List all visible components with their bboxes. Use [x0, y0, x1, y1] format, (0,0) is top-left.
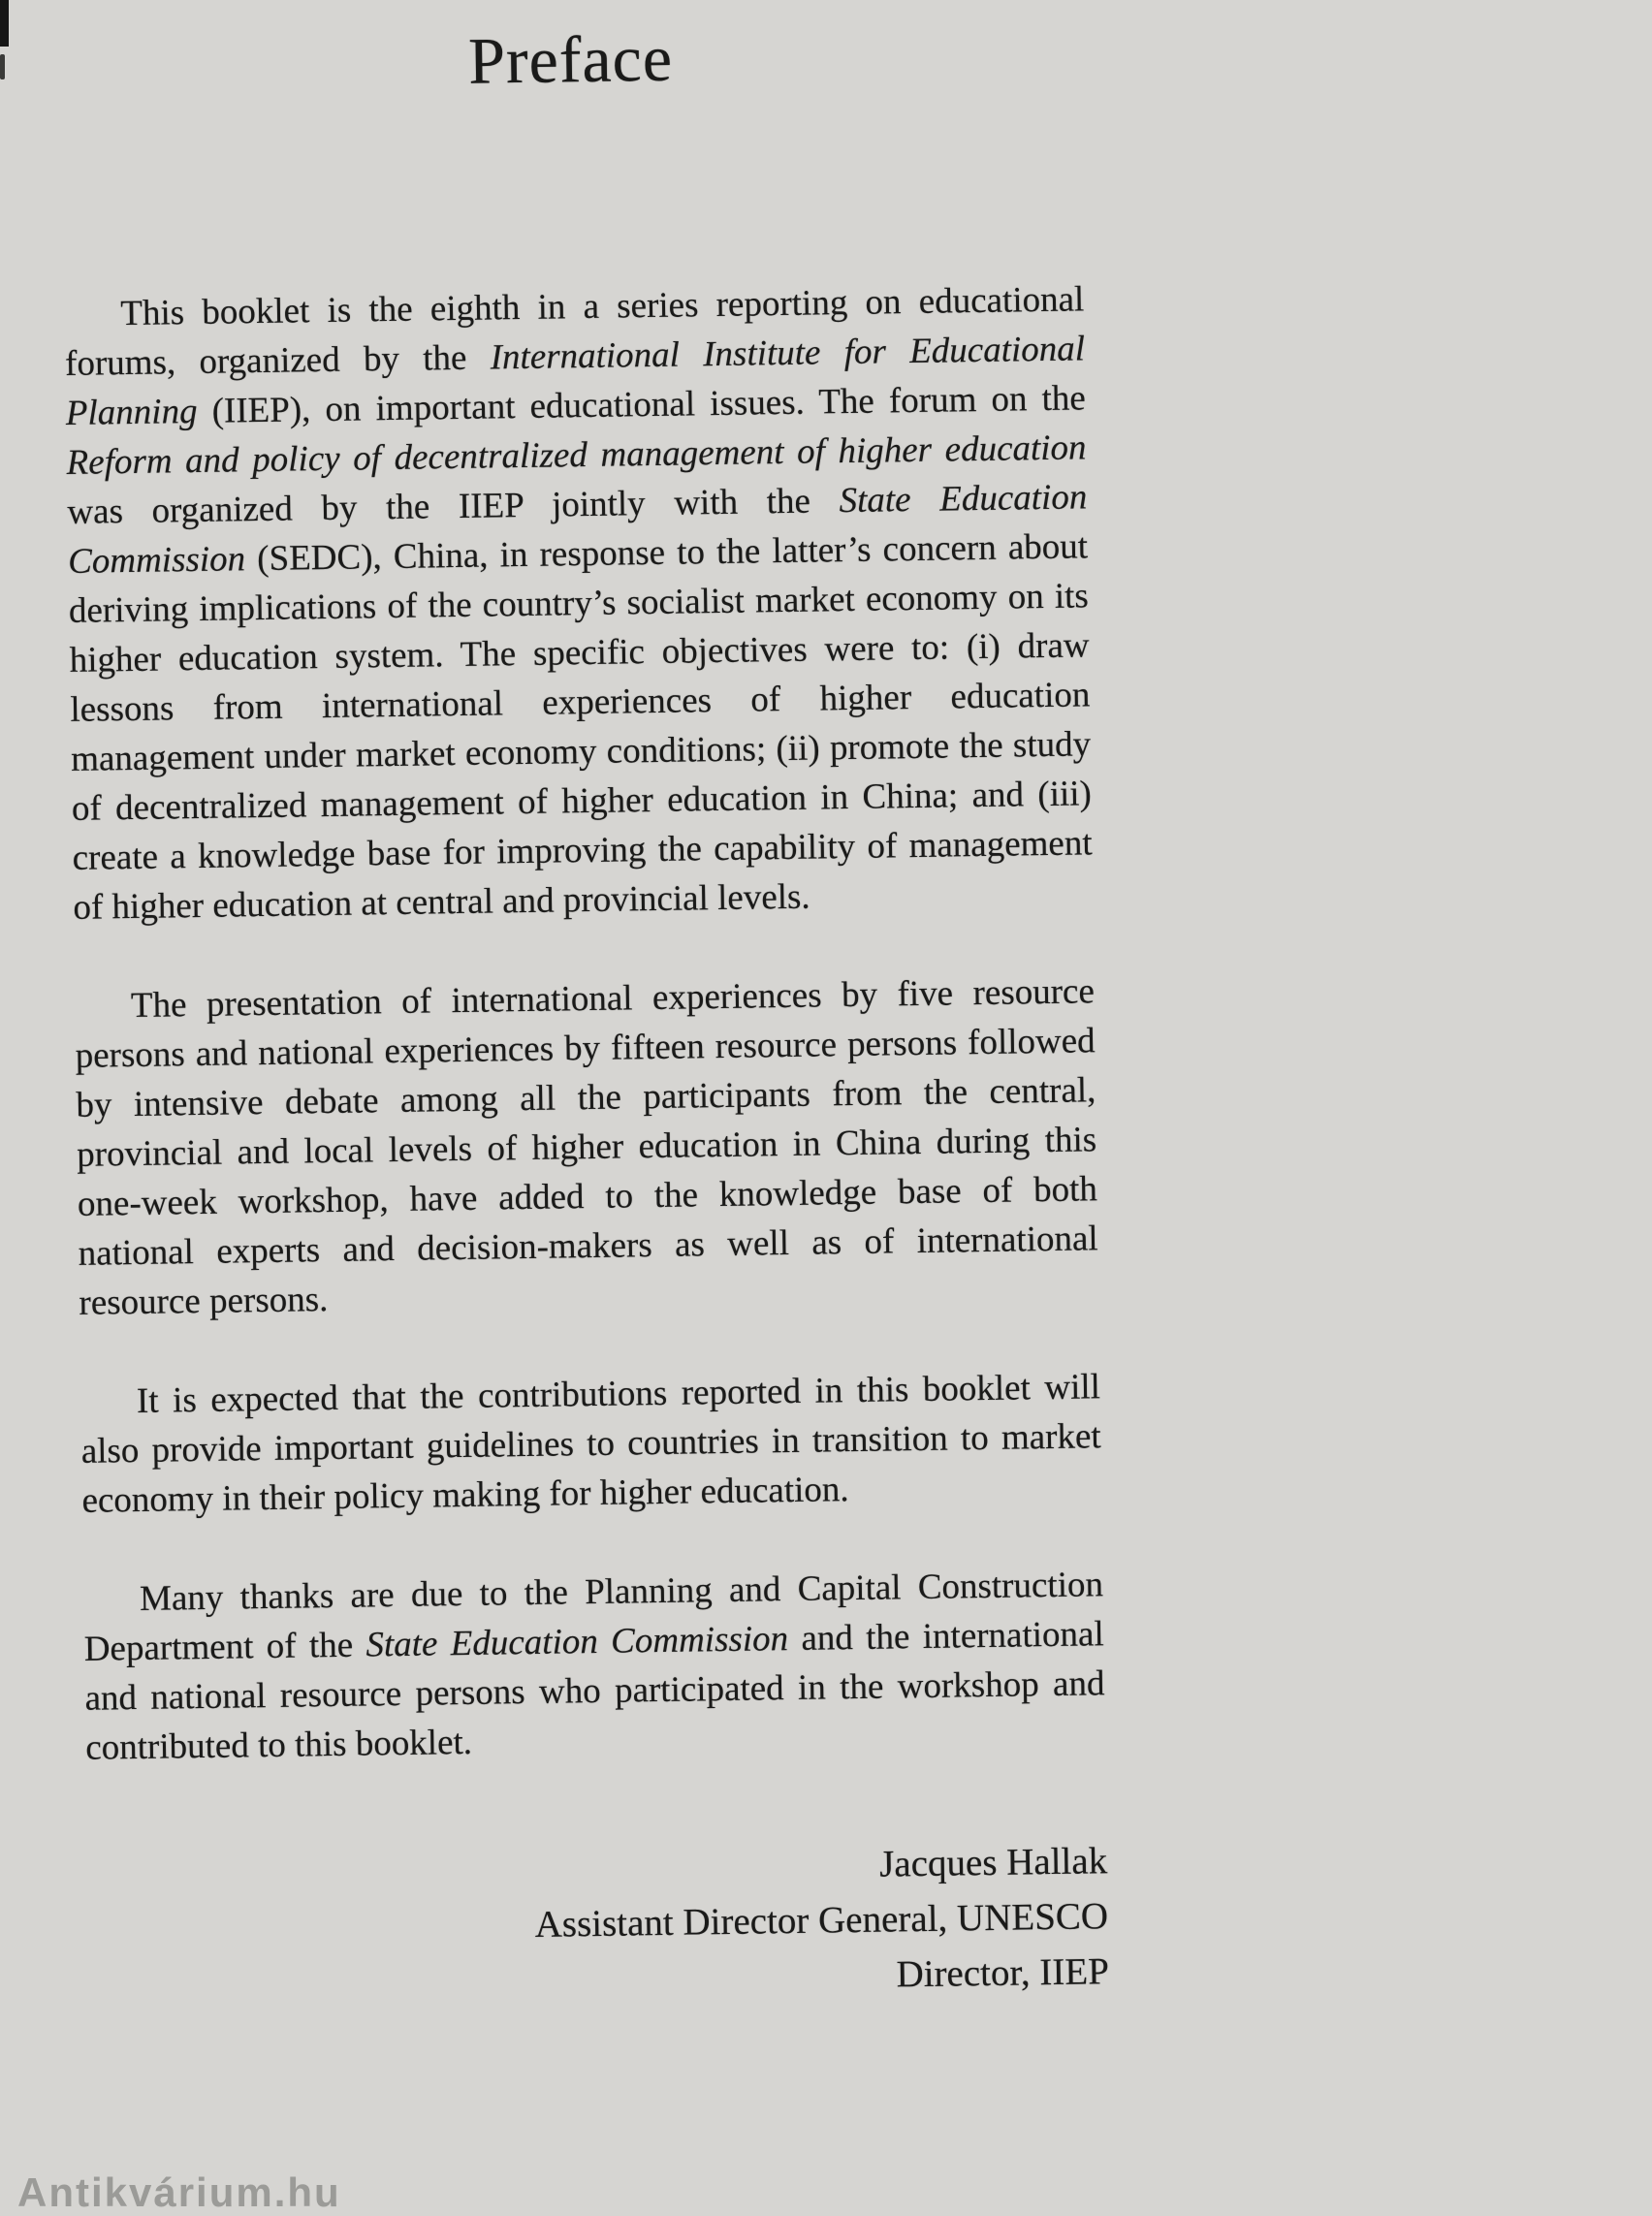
text-segment: It is expected that the contributions reported in this booklet will also provide important guidelines to countries in transition to market economy in their policy making for higher education. — [80, 1367, 1101, 1521]
signature-line: Assistant Director General, UNESCO — [534, 1895, 1109, 1946]
page-content — [60, 14, 1109, 2013]
scan-edge-artifact — [0, 0, 9, 47]
italic-text-segment: Reform and policy of decentralized management of higher education — [66, 427, 1087, 483]
text-segment: Many thanks are due to the Planning and Capital Construction Department of the — [83, 1565, 1104, 1669]
preface-paragraph — [75, 966, 1099, 1328]
text-segment: This booklet is the eighth in a series reporting on educational forums, organized by the — [64, 279, 1085, 384]
scan-edge-artifact — [0, 54, 5, 79]
text-segment: (SEDC), China, in response to the latter’s concern about deriving implications of the country’s socialist market economy on its higher education system. The specific objectives were to: (i) draw lessons from international experiences of higher education management under market economy conditions; (ii) promote the study of decentralized management of higher education in China; and (iii) create a knowledge base for improving the capability of management of higher education at central and provincial levels. — [68, 526, 1093, 928]
preface-paragraph — [83, 1560, 1106, 1773]
italic-text-segment: State Education Commission — [67, 477, 1088, 582]
preface-paragraph — [80, 1362, 1102, 1526]
text-segment: The presentation of international experiences by five resource persons and national experiences by fifteen resource persons followed by intensive debate among all the participants from the central, provincial and local levels of higher education in China during this one-week workshop, have added to the knowledge base of both national experts and decision-makers as well as of international resource persons. — [75, 971, 1098, 1323]
signature-block — [87, 1833, 1109, 2014]
italic-text-segment: International Institute for Educational Planning — [65, 329, 1086, 433]
signature-line: Jacques Hallak — [878, 1840, 1108, 1885]
text-segment: (IIEP), on important educational issues. The forum on the — [197, 378, 1087, 431]
preface-paragraph — [64, 274, 1094, 933]
watermark: Antikvárium.hu — [17, 2169, 341, 2215]
text-segment: and the international and national resource persons who participated in the workshop and contributed to this booklet. — [84, 1614, 1105, 1768]
signature-line: Director, IIEP — [896, 1950, 1110, 1996]
text-segment: was organized by the IIEP jointly with the — [67, 481, 840, 532]
page-title: Preface — [467, 20, 674, 98]
italic-text-segment: State Education Commission — [365, 1619, 789, 1665]
preface-body — [64, 274, 1106, 1772]
